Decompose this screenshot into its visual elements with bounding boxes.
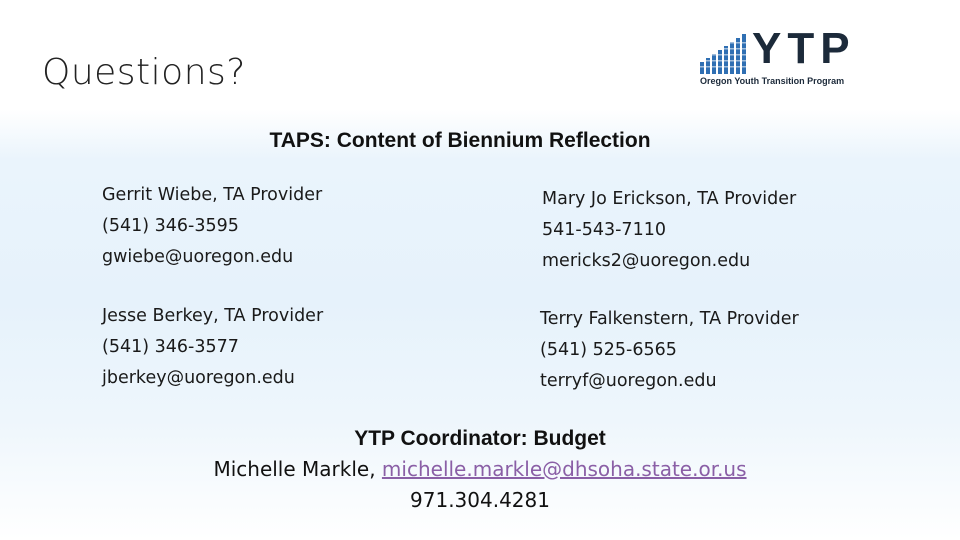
ytp-logo: [700, 26, 870, 88]
contact-phone: (541) 525-6565: [540, 340, 677, 360]
contact-name-role: Mary Jo Erickson, TA Provider: [542, 189, 797, 209]
contact-name-role: Terry Falkenstern, TA Provider: [540, 309, 799, 329]
coordinator-phone: 971.304.4281: [410, 488, 550, 512]
logo-subtitle: Oregon Youth Transition Program: [700, 76, 845, 86]
contact-name-role: Jesse Berkey, TA Provider: [102, 306, 324, 326]
contact-email: terryf@uoregon.edu: [540, 371, 717, 391]
logo-letters: YTP: [752, 24, 856, 73]
coordinator-name: Michelle Markle,: [213, 457, 382, 481]
contact-card-terry-falkenstern: [540, 304, 799, 397]
section-heading: TAPS: Content of Biennium Reflection: [269, 129, 651, 152]
logo-bars-icon: [700, 34, 748, 74]
contact-card-jesse-berkey: [102, 301, 323, 394]
coordinator-heading: YTP Coordinator: Budget: [354, 427, 606, 450]
contact-email: jberkey@uoregon.edu: [102, 368, 295, 388]
contact-email: gwiebe@uoregon.edu: [102, 247, 294, 267]
contact-phone: 541-543-7110: [542, 220, 666, 240]
contact-card-gerrit-wiebe: [102, 180, 322, 273]
contact-name-role: Gerrit Wiebe, TA Provider: [102, 185, 323, 205]
slide-title: Questions?: [42, 52, 246, 93]
coordinator-email-link[interactable]: michelle.markle@dhsoha.state.or.us: [381, 457, 747, 481]
contact-email: mericks2@uoregon.edu: [542, 251, 751, 271]
coordinator-line: [0, 454, 960, 485]
coordinator-block: [0, 423, 960, 516]
contact-phone: (541) 346-3577: [102, 337, 239, 357]
contact-card-mary-jo-erickson: [542, 184, 796, 277]
contact-phone: (541) 346-3595: [102, 216, 239, 236]
